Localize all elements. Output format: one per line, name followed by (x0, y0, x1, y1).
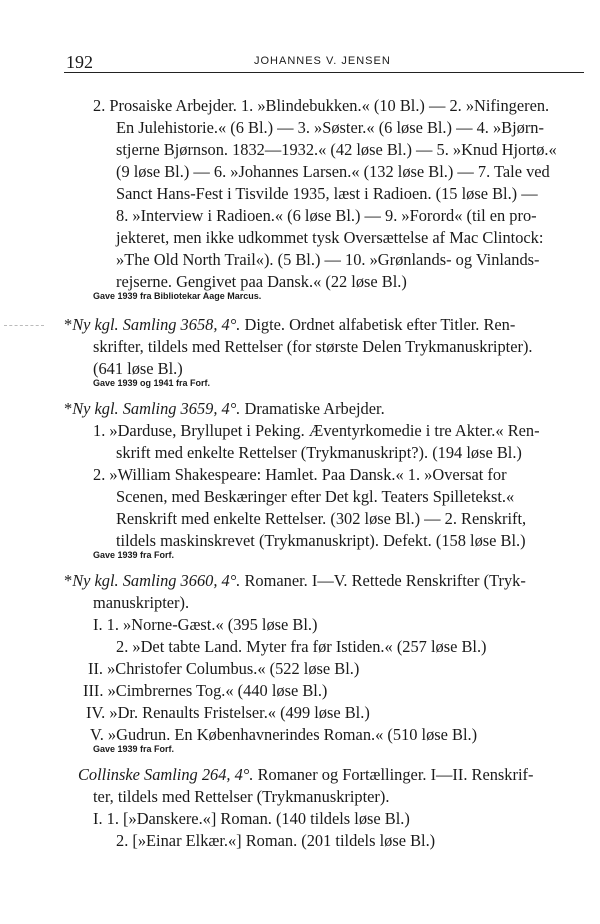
entry-line: 8. »Interview i Radioen.« (6 løse Bl.) — 9. »Forord« (til en pro- (116, 206, 537, 225)
shelfmark: Ny kgl. Samling 3660, 4°. (72, 571, 241, 590)
page-number: 192 (66, 52, 93, 72)
new-acquisition-mark: * (64, 315, 73, 334)
entry-line: 2. »William Shakespeare: Hamlet. Paa Dansk.« 1. »Oversat for (93, 465, 507, 484)
provenance-note: Gave 1939 fra Forf. (93, 550, 175, 560)
page-header (64, 52, 584, 73)
entry-line: IV. »Dr. Renaults Fristelser.« (499 løse Bl.) (86, 703, 370, 722)
entry-description: Dramatiske Arbejder. (240, 399, 385, 418)
entry-line: tildels maskinskrevet (Trykmanuskript). Defekt. (158 løse Bl.) (116, 531, 526, 550)
entry-line: Sanct Hans-Fest i Tisvilde 1935, læst i Radioen. (15 løse Bl.) — (116, 184, 538, 203)
entry-line: III. »Cimbrernes Tog.« (440 løse Bl.) (83, 681, 328, 700)
entry-line: Renskrift med enkelte Rettelser. (302 løse Bl.) — 2. Renskrift, (116, 509, 527, 528)
entry-line: V. »Gudrun. En Københavnerindes Roman.« (510 løse Bl.) (90, 725, 478, 744)
entry-heading-line (64, 314, 515, 336)
entry-line: (641 løse Bl.) (93, 359, 183, 378)
entry-description: Romaner og Fortællinger. I—II. Renskrif- (253, 765, 534, 784)
shelfmark: Collinske Samling 264, 4°. (78, 765, 254, 784)
running-head: JOHANNES V. JENSEN (254, 55, 391, 67)
entry-line: (9 løse Bl.) — 6. »Johannes Larsen.« (132 løse Bl.) — 7. Tale ved (116, 162, 550, 181)
entry-line: jekteret, men ikke udkommet tysk Oversættelse af Mac Clintock: (116, 228, 544, 247)
provenance-note: Gave 1939 fra Forf. (93, 744, 175, 754)
entry-line: Scenen, med Beskæringer efter Det kgl. Teaters Spilletekst.« (116, 487, 515, 506)
entry-description: Romaner. I—V. Rettede Renskrifter (Tryk- (240, 571, 526, 590)
margin-mark (4, 325, 44, 326)
entry-line: En Julehistorie.« (6 Bl.) — 3. »Søster.« (6 løse Bl.) — 4. »Bjørn- (116, 118, 544, 137)
entry-line: 1. »Darduse, Bryllupet i Peking. Æventyrkomedie i tre Akter.« Ren- (93, 421, 540, 440)
entry-line: II. »Christofer Columbus.« (522 løse Bl.) (88, 659, 360, 678)
provenance-note: Gave 1939 og 1941 fra Forf. (93, 378, 211, 388)
entry-line: rejserne. Gengivet paa Dansk.« (22 løse Bl.) (116, 272, 407, 291)
entry-line: 2. »Det tabte Land. Myter fra før Istiden.« (257 løse Bl.) (116, 637, 487, 656)
entry-line: manuskripter). (93, 593, 190, 612)
entry-heading-line (64, 398, 385, 420)
new-acquisition-mark: * (64, 571, 73, 590)
entry-line: ter, tildels med Rettelser (Trykmanuskripter). (93, 787, 390, 806)
entry-line: stjerne Bjørnson. 1832—1932.« (42 løse Bl.) — 5. »Knud Hjortø.« (116, 140, 557, 159)
entry-line: 2. Prosaiske Arbejder. 1. »Blindebukken.« (10 Bl.) — 2. »Nifingeren. (93, 96, 550, 115)
entry-line: I. 1. [»Danskere.«] Roman. (140 tildels løse Bl.) (93, 809, 410, 828)
entry-line: skrift med enkelte Rettelser (Trykmanuskript?). (194 løse Bl.) (116, 443, 522, 462)
provenance-note: Gave 1939 fra Bibliotekar Aage Marcus. (93, 291, 262, 301)
new-acquisition-mark: * (64, 399, 73, 418)
shelfmark: Ny kgl. Samling 3659, 4°. (72, 399, 241, 418)
entry-line: skrifter, tildels med Rettelser (for største Delen Trykmanuskripter). (93, 337, 533, 356)
shelfmark: Ny kgl. Samling 3658, 4°. (72, 315, 241, 334)
entry-heading-line (78, 764, 533, 786)
entry-heading-line (64, 570, 526, 592)
entry-description: Digte. Ordnet alfabetisk efter Titler. Ren- (240, 315, 516, 334)
entry-line: 2. [»Einar Elkær.«] Roman. (201 tildels løse Bl.) (116, 831, 436, 850)
entry-line: I. 1. »Norne-Gæst.« (395 løse Bl.) (93, 615, 318, 634)
entry-line: »The Old North Trail«). (5 Bl.) — 10. »Grønlands- og Vinlands- (116, 250, 540, 269)
